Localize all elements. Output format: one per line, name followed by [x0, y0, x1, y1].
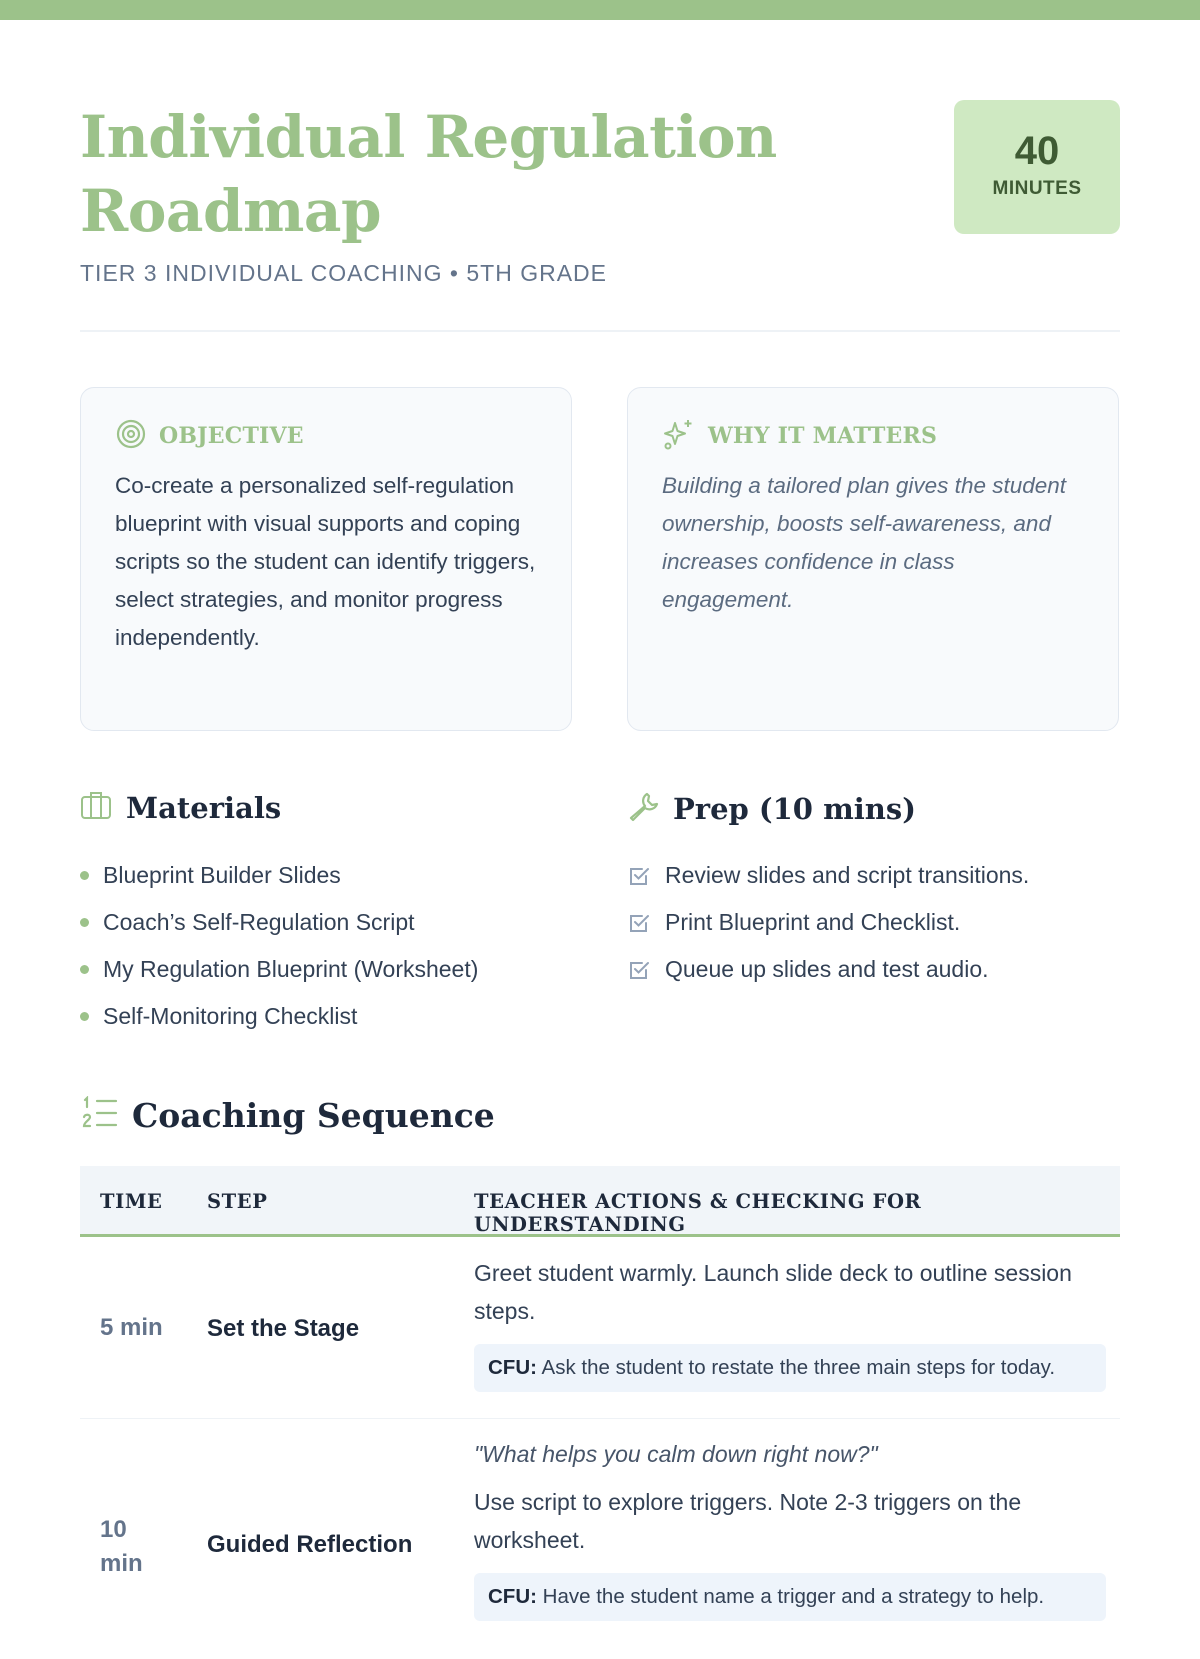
prep-item: Queue up slides and test audio.: [665, 956, 989, 982]
checkbox-icon: [627, 958, 651, 982]
table-header: [80, 1166, 1120, 1237]
duration-value: 40: [1014, 129, 1060, 173]
bullet-dot: [80, 1012, 89, 1021]
cfu-box: [474, 1344, 1106, 1392]
cfu-box: [474, 1573, 1106, 1621]
material-item: Blueprint Builder Slides: [103, 862, 341, 888]
list-item: [80, 899, 478, 946]
list-item: [627, 899, 1029, 946]
objective-card: [80, 387, 572, 731]
header-divider: [80, 330, 1120, 332]
page-subtitle: TIER 3 INDIVIDUAL COACHING • 5TH GRADE: [80, 260, 607, 286]
coaching-sequence-heading: [82, 1096, 495, 1135]
materials-list: [80, 852, 478, 1040]
column-header-actions: TEACHER ACTIONS & CHECKING FOR UNDERSTANDING: [474, 1190, 922, 1236]
coaching-table: [80, 1166, 1120, 1659]
table-row: [80, 1237, 1120, 1419]
checkbox-icon: [627, 864, 651, 888]
table-row: [80, 1419, 1120, 1659]
duration-unit: MINUTES: [992, 178, 1082, 199]
row-quote: "What helps you calm down right now?": [474, 1441, 878, 1467]
prep-title: Prep (10 mins): [673, 791, 916, 826]
material-item: Self-Monitoring Checklist: [103, 1003, 358, 1029]
column-header-step: STEP: [207, 1190, 268, 1213]
cfu-text: Ask the student to restate the three main steps for today.: [541, 1356, 1056, 1379]
duration-badge: [954, 100, 1120, 234]
materials-heading: [80, 790, 281, 825]
prep-item: Review slides and script transitions.: [665, 862, 1030, 888]
briefcase-icon: [80, 790, 112, 825]
materials-title: Materials: [126, 790, 282, 825]
bullet-dot: [80, 871, 89, 880]
row-step: Guided Reflection: [207, 1531, 413, 1558]
prep-list: [627, 852, 1029, 993]
row-action-text: Greet student warmly. Launch slide deck to outline session steps.: [474, 1260, 1072, 1324]
why-it-matters-card: [627, 387, 1119, 731]
top-accent-bar: [0, 0, 1200, 20]
row-action-text: Use script to explore triggers. Note 2-3 triggers on the worksheet.: [474, 1489, 1022, 1553]
checkbox-icon: [627, 911, 651, 935]
prep-heading: [627, 790, 916, 827]
why-text: Building a tailored plan gives the student ownership, boosts self-awareness, and increases confidence in class engagement.: [662, 473, 1067, 612]
why-label: WHY IT MATTERS: [708, 423, 938, 449]
page-title: Individual Regulation Roadmap: [80, 103, 777, 245]
cfu-label: CFU:: [488, 1585, 537, 1608]
row-step: Set the Stage: [207, 1315, 360, 1342]
column-header-time: TIME: [100, 1190, 163, 1213]
list-item: [627, 946, 1029, 993]
numbered-list-icon: [82, 1096, 118, 1135]
wrench-icon: [627, 790, 659, 827]
list-item: [80, 946, 478, 993]
list-item: [80, 993, 478, 1040]
prep-item: Print Blueprint and Checklist.: [665, 909, 961, 935]
row-actions: [474, 1435, 1106, 1621]
cfu-label: CFU:: [488, 1356, 537, 1379]
cfu-text: Have the student name a trigger and a strategy to help.: [542, 1585, 1045, 1608]
list-item: [627, 852, 1029, 899]
material-item: My Regulation Blueprint (Worksheet): [103, 956, 479, 982]
list-item: [80, 852, 478, 899]
target-icon: [115, 418, 147, 455]
objective-text: Co-create a personalized self-regulation blueprint with visual supports and coping scripts so the student can identify triggers, select strategies, and monitor progress independently.: [115, 473, 536, 650]
row-time: 10 min: [100, 1516, 143, 1577]
sparkles-icon: [662, 417, 696, 456]
bullet-dot: [80, 918, 89, 927]
bullet-dot: [80, 965, 89, 974]
row-actions: [474, 1254, 1106, 1392]
objective-label: OBJECTIVE: [159, 423, 304, 449]
coaching-sequence-title: Coaching Sequence: [132, 1096, 495, 1135]
row-time: 5 min: [100, 1314, 163, 1341]
material-item: Coach’s Self-Regulation Script: [103, 909, 415, 935]
